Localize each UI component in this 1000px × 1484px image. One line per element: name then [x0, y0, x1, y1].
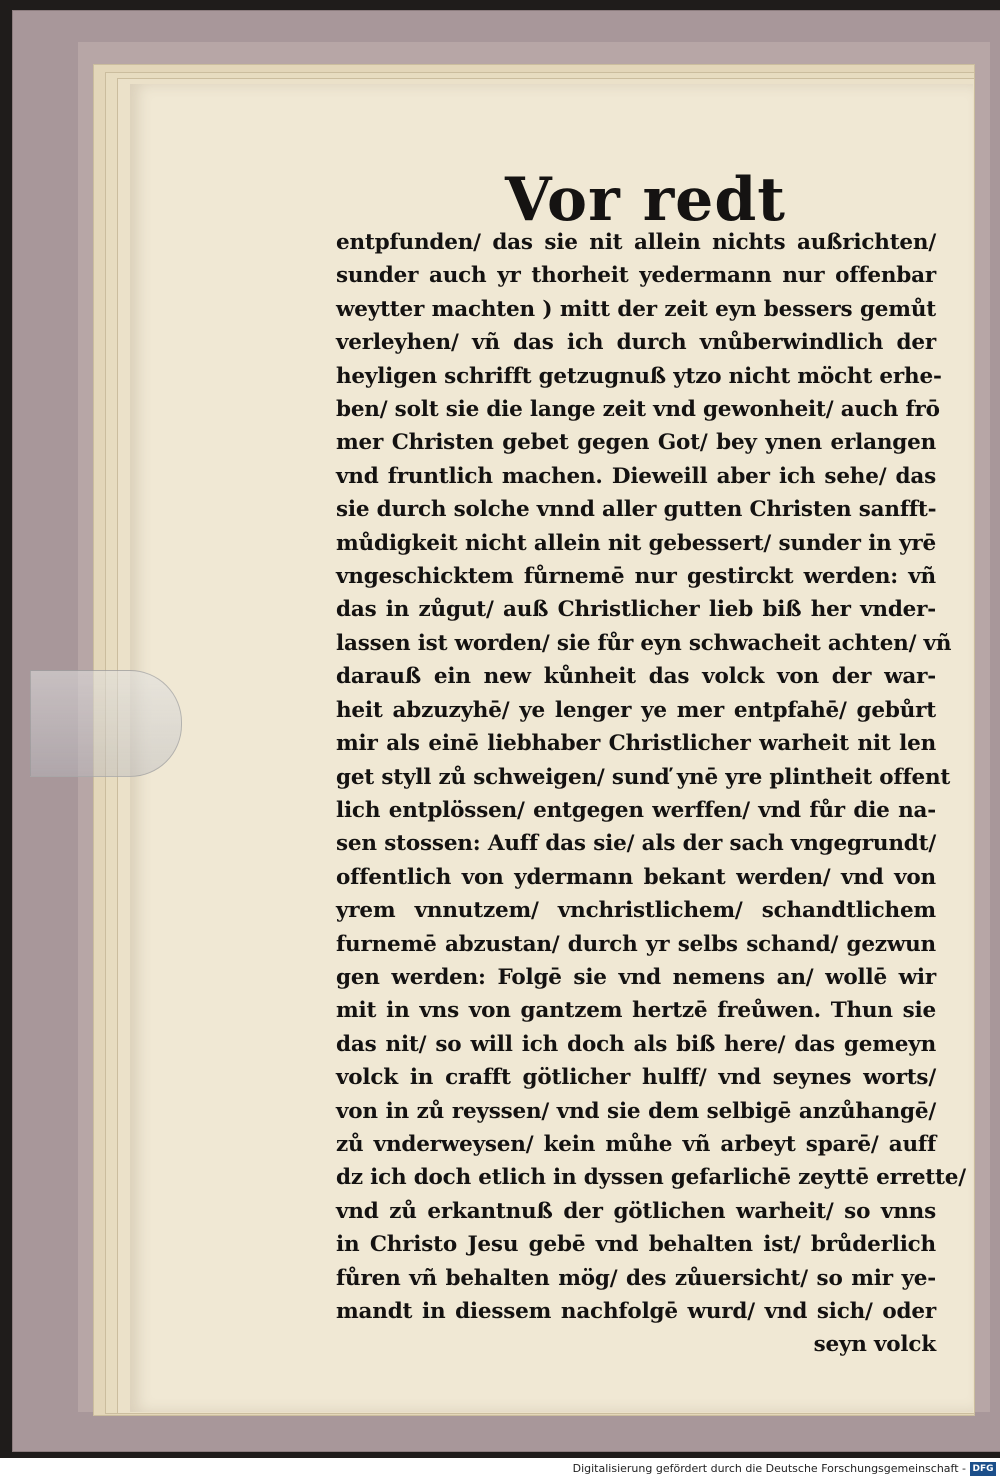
text-line: mir als einē liebhaber Christlicher warheit nit len: [336, 731, 936, 757]
text-line: vnd zů erkantnuß der götlichen warheit/ so vnns: [336, 1198, 936, 1224]
text-line: ben/ solt sie die lange zeit vnd gewonheit/ auch frō: [336, 397, 940, 423]
text-line: yrem vnnutzem/ vnchristlichem/ schandtlichem: [336, 898, 936, 924]
text-line: mandt in diessem nachfolgē wurd/ vnd sich/ oder: [336, 1299, 936, 1324]
text-line: entpfunden/ das sie nit allein nichts außrichten/: [336, 230, 936, 255]
text-line: mit in vns von gantzem hertzē freůwen. Thun sie: [336, 998, 936, 1024]
text-line: verleyhen/ vñ das ich durch vnůberwindlich der: [336, 330, 936, 356]
text-line: lich entplössen/ entgegen werffen/ vnd fůr die na-: [336, 797, 936, 823]
text-line: das in zůgut/ auß Christlicher lieb biß her vnder-: [336, 597, 936, 623]
text-line: volck in crafft götlicher hulff/ vnd seynes worts/: [336, 1065, 936, 1091]
text-line: gen werden: Folgē sie vnd nemens an/ wollē wir: [336, 964, 936, 990]
text-line: furnemē abzustan/ durch yr selbs schand/ gezwun: [336, 931, 936, 957]
text-line: seyn volck: [813, 1332, 936, 1358]
text-line: vngeschicktem fůrnemē nur gestirckt werden: vñ: [336, 564, 936, 590]
text-line: zů vnderweysen/ kein můhe vñ arbeyt sparē/ auff: [336, 1131, 936, 1157]
text-line: heit abzuzyhē/ ye lenger ye mer entpfahē/ gebůrt: [336, 697, 936, 723]
text-line: sie durch solche vnnd aller gutten Christen sanfft-: [336, 497, 937, 523]
text-line: lassen ist worden/ sie fůr eyn schwacheit achten/ vñ: [336, 630, 952, 656]
text-line: můdigkeit nicht allein nit gebessert/ sunder in yrē: [336, 530, 936, 556]
text-line: das nit/ so will ich doch als biß here/ das gemeyn: [336, 1031, 936, 1057]
text-block: [336, 226, 966, 1362]
text-line: darauß ein new kůnheit das volck von der war-: [336, 664, 936, 690]
text-line: dz ich doch etlich in dyssen gefarlichē zeyttē errette/: [336, 1165, 966, 1191]
text-line: vnd fruntlich machen. Dieweill aber ich sehe/ das: [336, 463, 936, 489]
page-heading: Vor redt: [505, 165, 787, 235]
text-line: weytter machten ) mitt der zeit eyn bessers gemůt: [336, 296, 936, 322]
footer-credit: Digitalisierung gefördert durch die Deutsche Forschungsgemeinschaft -: [572, 1462, 966, 1475]
text-line: fůren vñ behalten mög/ des zůuersicht/ so mir ye-: [336, 1265, 936, 1291]
text-line: get styll zů schweigen/ sunď ynē yre plintheit offent: [336, 764, 951, 790]
text-line: sen stossen: Auff das sie/ als der sach vngegrundt/: [336, 831, 936, 857]
text-line: von in zů reyssen/ vnd sie dem selbigē anzůhangē/: [336, 1098, 936, 1124]
text-line: heyligen schrifft getzugnuß ytzo nicht möcht erhe-: [336, 363, 942, 389]
dfg-logo-icon: DFG: [970, 1462, 996, 1476]
text-line: sunder auch yr thorheit yedermann nur offenbar: [336, 263, 936, 289]
text-line: mer Christen gebet gegen Got/ bey ynen erlangen: [336, 430, 936, 456]
text-line: offentlich von ydermann bekant werden/ vnd von: [336, 864, 936, 890]
plastic-clip: [30, 670, 182, 777]
text-line: in Christo Jesu gebē vnd behalten ist/ brůderlich: [336, 1232, 936, 1258]
